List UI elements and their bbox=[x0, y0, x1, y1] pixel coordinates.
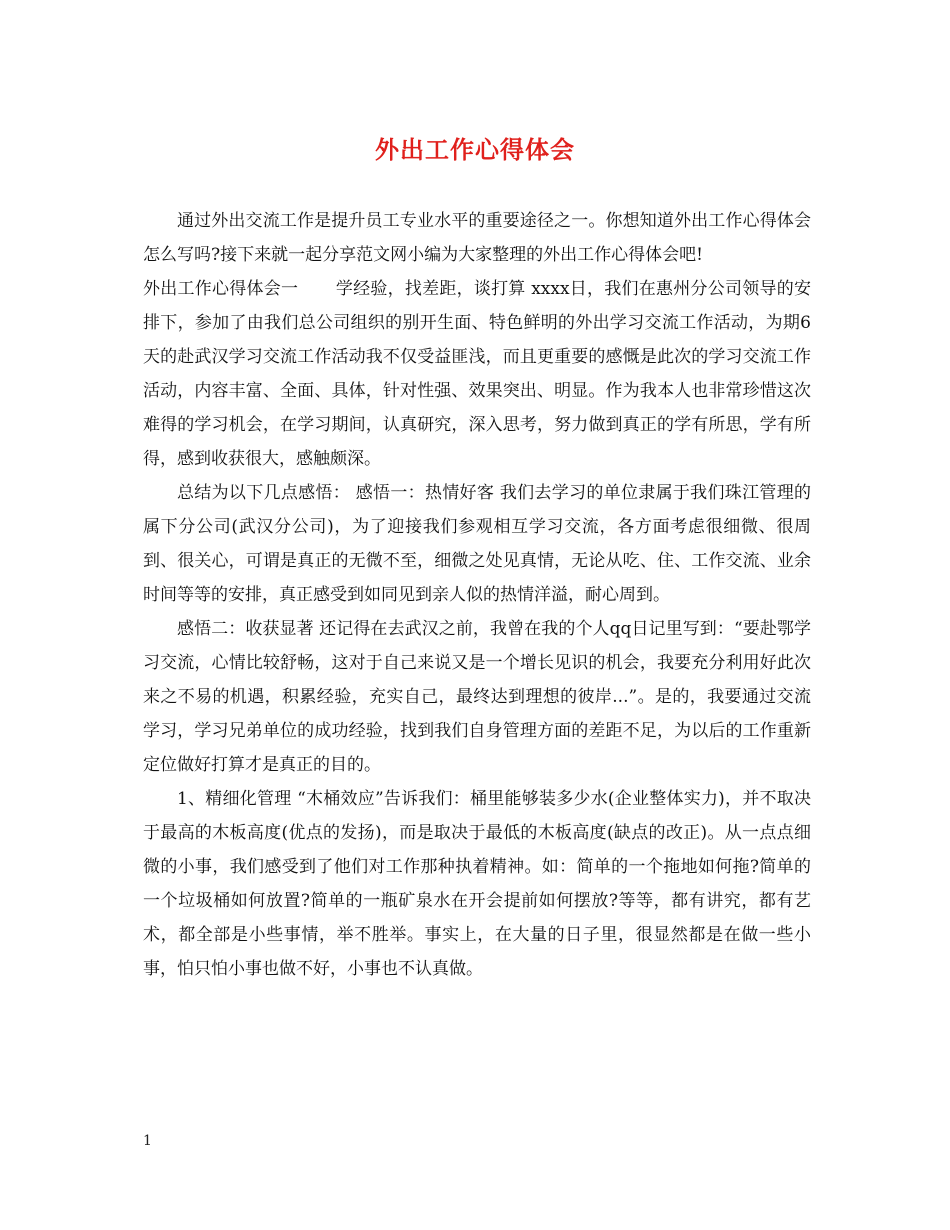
intro-paragraph: 通过外出交流工作是提升员工专业水平的重要途径之一。你想知道外出工作心得体会怎么写吗?接下来就一起分享范文网小编为大家整理的外出工作心得体会吧! bbox=[143, 211, 811, 265]
fine-management-paragraph: 1、精细化管理 “木桶效应”告诉我们：桶里能够装多少水(企业整体实力)，并不取决于最高的木板高度(优点的发扬)，而是取决于最低的木板高度(缺点的改正)。从一点点细微的小事，我们感受到了他们对工作那种执着精神。如：简单的一个拖地如何拖?简单的一个垃圾桶如何放置?简单的一瓶矿泉水在开会提前如何摆放?等等，都有讲究，都有艺术，都全部是小些事情，举不胜举。事实上，在大量的日子里，很显然都是在做一些小事，怕只怕小事也做不好，小事也不认真做。 bbox=[143, 789, 811, 979]
section-one-text: 学经验，找差距，谈打算 xxxx日，我们在惠州分公司领导的安排下，参加了由我们总公司组织的别开生面、特色鲜明的外出学习交流工作活动，为期6天的赴武汉学习交流工作活动我不仅受益匪浅，而且更重要的感慨是此次的学习交流工作活动，内容丰富、全面、具体，针对性强、效果突出、明显。作为我本人也非常珍惜这次难得的学习机会，在学习期间，认真研究，深入思考，努力做到真正的学有所思，学有所得，感到收获很大，感触颇深。 bbox=[143, 279, 811, 469]
section-one-paragraph bbox=[143, 272, 811, 476]
insight-two-paragraph: 感悟二：收获显著 还记得在去武汉之前，我曾在我的个人qq日记里写到：“要赴鄂学习交流，心情比较舒畅，这对于自己来说又是一个增长见识的机会，我要充分利用好此次来之不易的机遇，积累经验，充实自己，最终达到理想的彼岸...”。是的，我要通过交流学习，学习兄弟单位的成功经验，找到我们自身管理方面的差距不足，为以后的工作重新定位做好打算才是真正的目的。 bbox=[143, 619, 811, 775]
document-body bbox=[143, 204, 811, 986]
section-one-heading: 外出工作心得体会一 bbox=[143, 279, 299, 299]
insight-one-paragraph: 总结为以下几点感悟： 感悟一：热情好客 我们去学习的单位隶属于我们珠江管理的属下分公司(武汉分公司)，为了迎接我们参观相互学习交流，各方面考虑很细微、很周到、很关心，可谓是真正的无微不至，细微之处见真情，无论从吃、住、工作交流、业余时间等等的安排，真正感受到如同见到亲人似的热情洋溢，耐心周到。 bbox=[143, 483, 811, 605]
document-title: 外出工作心得体会 bbox=[375, 136, 575, 164]
page-number: 1 bbox=[143, 1133, 152, 1149]
